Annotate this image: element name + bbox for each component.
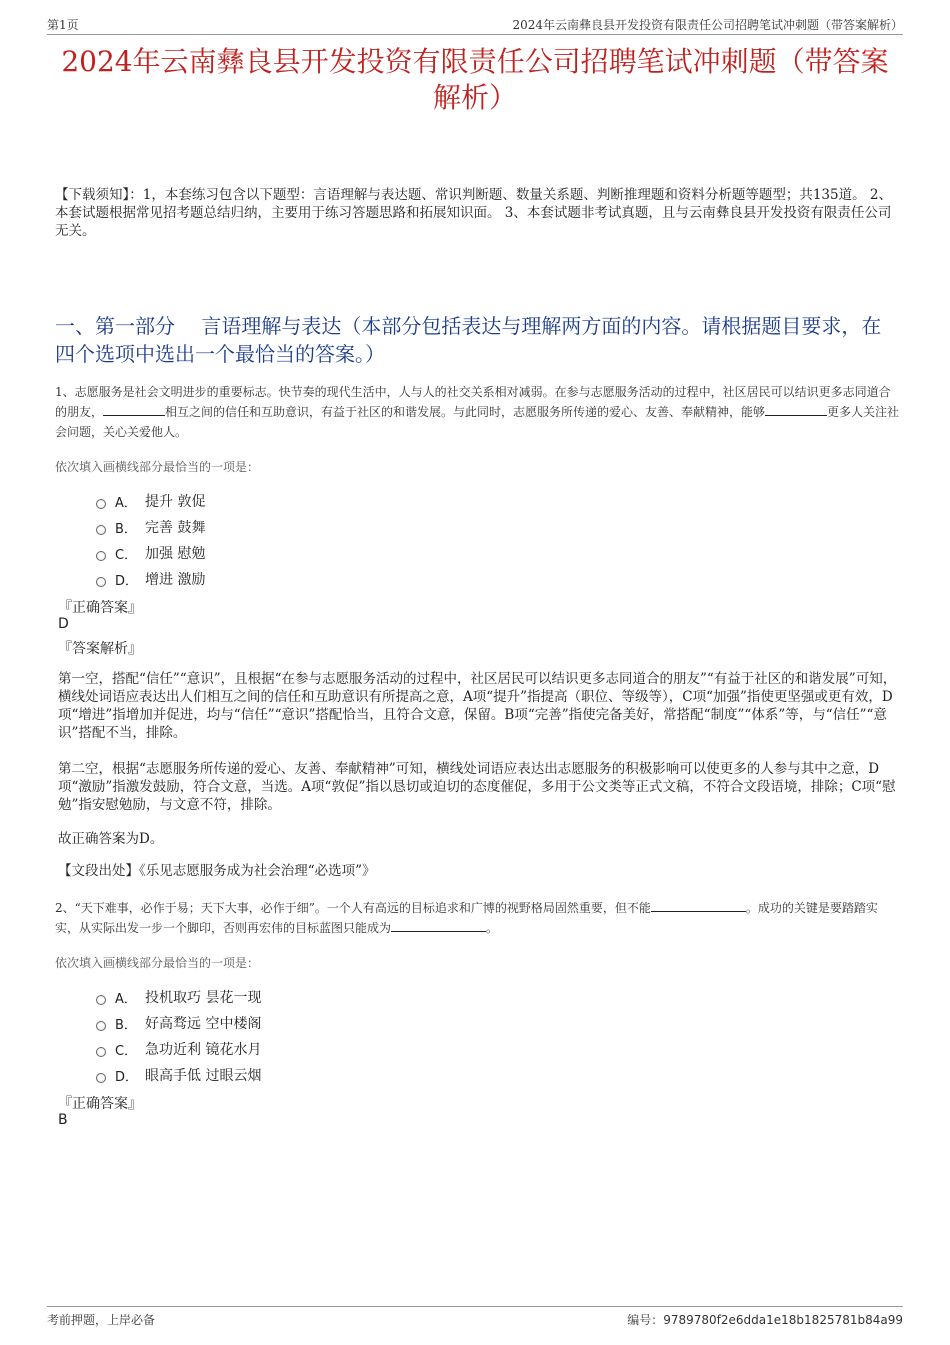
option-b[interactable]: B． 好高骛远 空中楼阁 [96,1010,261,1036]
blank-1 [103,402,165,416]
page-footer [47,1306,903,1327]
answer-value: B [58,1112,68,1128]
option-c[interactable]: C． 加强 慰勉 [96,540,205,566]
radio-icon[interactable] [96,577,106,587]
question-2-text: 2、“天下难事，必作于易；天下大事，必作于细”。一个人有高远的目标追求和广博的视野格局固然重要，但不能 。成功的关键是要踏踏实实，从实际出发一步一个脚印，否则再宏伟的目标蓝图只能成为 。 [55,898,900,938]
document-title: 2024年云南彝良县开发投资有限责任公司招聘笔试冲刺题（带答案解析） [61,45,889,114]
radio-icon[interactable] [96,1047,106,1057]
analysis-label: 『答案解析』 [58,641,142,657]
radio-icon[interactable] [96,499,106,509]
analysis-paragraph-2: 第二空，根据“志愿服务所传递的爱心、友善、奉献精神”可知，横线处词语应表达出志愿服务的积极影响可以使更多的人参与其中之意，D项“激励”指激发鼓励，符合文意，当选。A项“敦促”指以恳切或迫切的态度催促，多用于公文类等正式文稿，不符合文段语境，排除；C项“慰勉”指安慰勉励，与文意不符，排除。 [58,761,896,813]
question-1-prompt: 依次填入画横线部分最恰当的一项是： [55,460,260,474]
analysis-paragraph-1: 第一空，搭配“信任”“意识”，且根据“在参与志愿服务活动的过程中，社区居民可以结识更多志同道合的朋友”“有益于社区的和谐发展”可知，横线处词语应表达出人们相互之间的信任和互助意识有所提高之意，A项“提升”指提高（职位、等级等），C项“加强”指使更坚强或更有效，D项“增进”指增加并促进，均与“信任”“意识”搭配恰当，且符合文意，保留。B项“完善”指使完备美好，常搭配“制度”“体系”等，与“信任”“意识”搭配不当，排除。 [58,671,897,741]
source-citation: 【文段出处】《乐见志愿服务成为社会治理“必选项”》 [58,863,376,879]
question-1-options [96,488,205,592]
option-c[interactable]: C． 急功近利 镜花水月 [96,1036,261,1062]
radio-icon[interactable] [96,1073,106,1083]
page-header [47,14,903,35]
answer-label: 『正确答案』 [58,1096,142,1112]
analysis-conclusion: 故正确答案为D。 [58,831,164,847]
section-title: 一、第一部分 言语理解与表达（本部分包括表达与理解两方面的内容。请根据题目要求，在四个选项中选出一个最恰当的答案。） [55,314,882,366]
radio-icon[interactable] [96,1021,106,1031]
blank-1 [651,898,746,912]
option-a[interactable]: A． 投机取巧 昙花一现 [96,984,261,1010]
radio-icon[interactable] [96,525,106,535]
radio-icon[interactable] [96,995,106,1005]
footer-slogan: 考前押题，上岸必备 [47,1313,156,1327]
blank-2 [391,918,486,932]
answer-value: D [58,616,69,632]
answer-label: 『正确答案』 [58,600,142,616]
download-notice: 【下载须知】：1，本套练习包含以下题型：言语理解与表达题、常识判断题、数量关系题、判断推理题和资料分析题等题型；共135道。 2、本套试题根据常见招考题总结归纳，主要用于练习答题思路和拓展知识面。 3、本套试题非考试真题，且与云南彝良县开发投资有限责任公司无关。 [55,187,892,239]
question-2-prompt: 依次填入画横线部分最恰当的一项是： [55,956,260,970]
question-1-text: 1、志愿服务是社会文明进步的重要标志。快节奏的现代生活中，人与人的社交关系相对减弱。在参与志愿服务活动的过程中，社区居民可以结识更多志同道合的朋友， 相互之间的信任和互助意识，有益于社区的和谐发展。与此同时，志愿服务所传递的爱心、友善、奉献精神，能够 更多人关注社会问题，关心关爱他人。 [55,385,900,439]
option-d[interactable]: D． 眼高手低 过眼云烟 [96,1062,261,1088]
option-d[interactable]: D． 增进 激励 [96,566,205,592]
blank-2 [765,402,827,416]
header-doc-title: 2024年云南彝良县开发投资有限责任公司招聘笔试冲刺题（带答案解析） [512,18,903,32]
footer-code: 编号：9789780f2e6dda1e18b1825781b84a99 [627,1313,903,1327]
option-a[interactable]: A． 提升 敦促 [96,488,205,514]
option-b[interactable]: B． 完善 鼓舞 [96,514,205,540]
radio-icon[interactable] [96,551,106,561]
page-number: 第1页 [47,18,79,32]
question-2-options [96,984,261,1088]
